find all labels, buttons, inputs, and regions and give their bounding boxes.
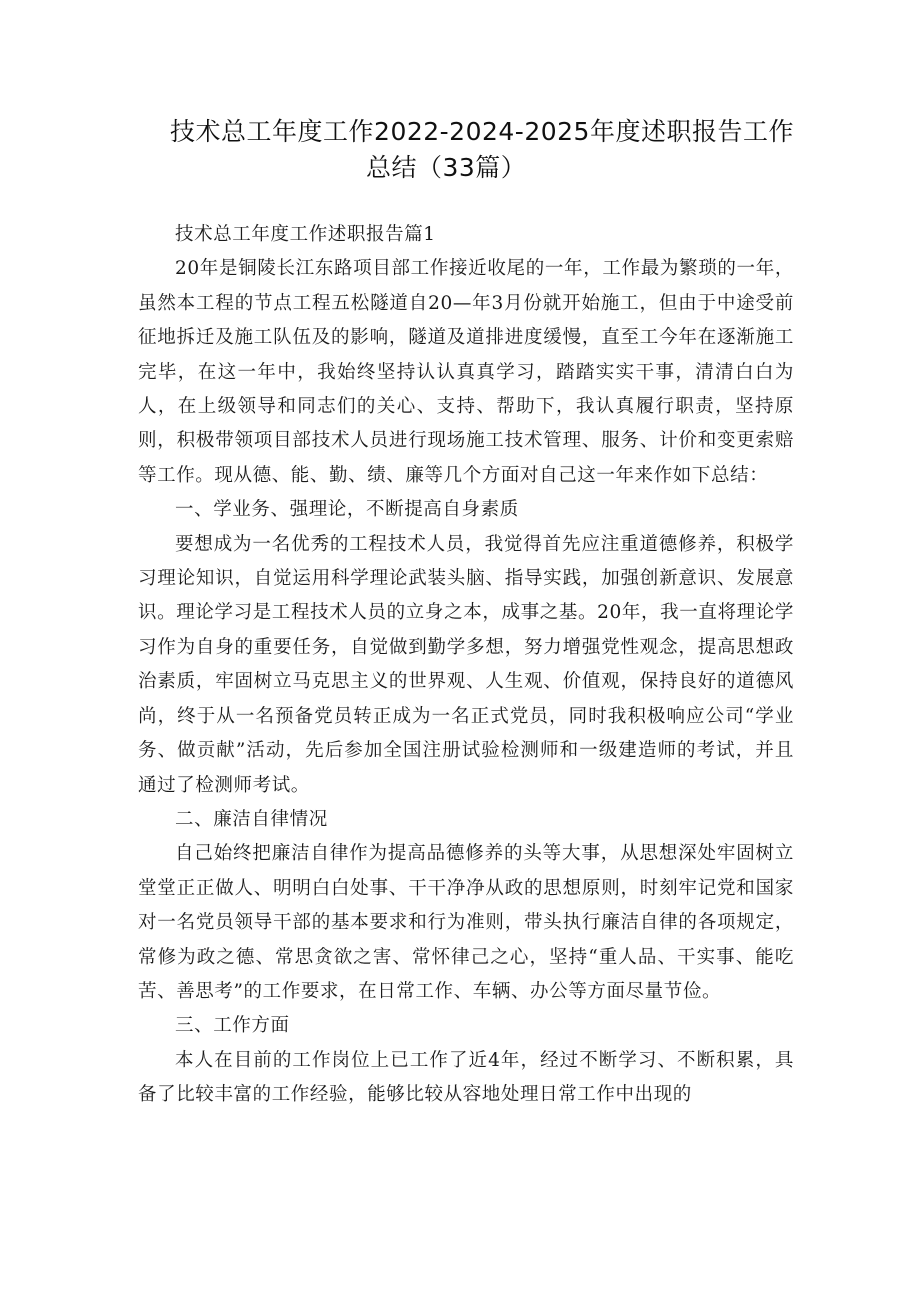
section-heading: 一、学业务、强理论，不断提高自身素质 [175, 499, 519, 521]
section-heading: 三、工作方面 [175, 1015, 290, 1037]
body-paragraph: 自己始终把廉洁自律作为提高品德修养的头等大事，从思想深处牢固树立堂堂正正做人、明明白白处事、干干净净从政的思想原则，时刻牢记党和国家对一名党员领导干部的基本要求和行为准则，带头执行廉洁自律的各项规定，常修为政之德、常思贪欲之害、常怀律己之心，坚持“重人品、干实事、能吃苦、善思考”的工作要求，在日常工作、车辆、办公等方面尽量节俭。 [138, 843, 794, 1002]
title-line-1: 技术总工年度工作2022-2024-2025年度述职报告工作 [170, 117, 794, 146]
document-body [138, 218, 794, 1113]
body-paragraph: 本人在目前的工作岗位上已工作了近4年，经过不断学习、不断积累，具备了比较丰富的工作经验，能够比较从容地处理日常工作中出现的 [138, 1049, 794, 1106]
section-heading: 技术总工年度工作述职报告篇1 [175, 224, 436, 245]
body-paragraph: 要想成为一名优秀的工程技术人员，我觉得首先应注重道德修养，积极学习理论知识，自觉运用科学理论武装头脑、指导实践，加强创新意识、发展意识。理论学习是工程技术人员的立身之本，成事之基。20年，我一直将理论学习作为自身的重要任务，自觉做到勤学多想，努力增强党性观念，提高思想政治素质，牢固树立马克思主义的世界观、人生观、价值观，保持良好的道德风尚，终于从一名预备党员转正成为一名正式党员，同时我积极响应公司“学业务、做贡献”活动，先后参加全国注册试验检测师和一级建造师的考试，并且通过了检测师考试。 [138, 533, 794, 796]
title-line-2: 总结（33篇） [366, 153, 527, 182]
section-heading: 二、廉洁自律情况 [175, 808, 328, 830]
document-title [0, 114, 920, 186]
body-paragraph: 20年是铜陵长江东路项目部工作接近收尾的一年，工作最为繁琐的一年，虽然本工程的节点工程五松隧道自20—年3月份就开始施工，但由于中途受前征地拆迁及施工队伍及的影响，隧道及道排进度缓慢，直至工今年在逐渐施工完毕，在这一年中，我始终坚持认认真真学习，踏踏实实干事，清清白白为人，在上级领导和同志们的关心、支持、帮助下，我认真履行职责，坚持原则，积极带领项目部技术人员进行现场施工技术管理、服务、计价和变更索赔等工作。现从德、能、勤、绩、廉等几个方面对自己这一年来作如下总结： [138, 258, 794, 486]
